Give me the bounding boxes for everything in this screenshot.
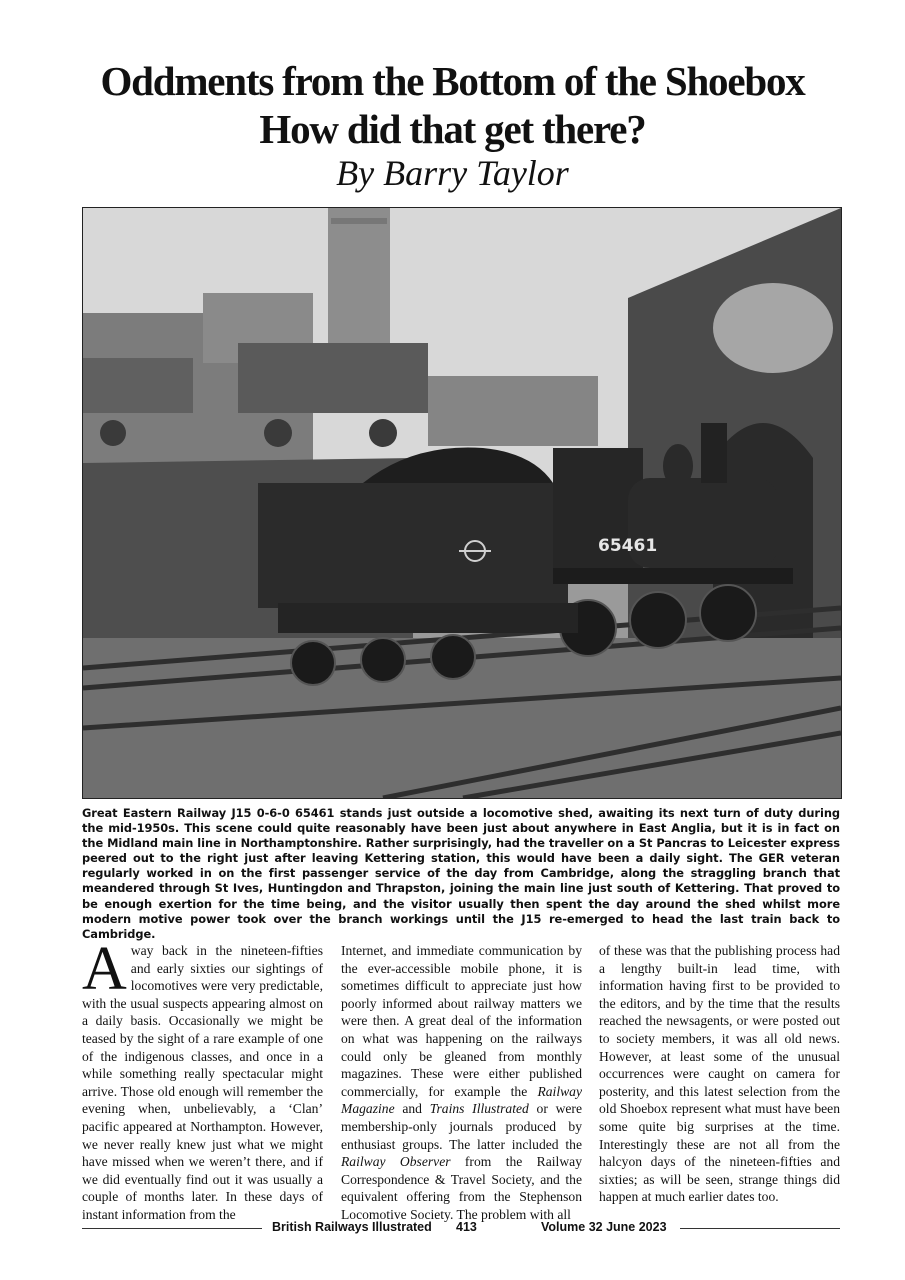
photo-caption: Great Eastern Railway J15 0-6-0 65461 stands just outside a locomotive shed, awaiting its next turn of duty during the mid-1950s. This scene could quite reasonably have been just about anywhere in East Anglia, but it is in fact on the Midland main line in Northamptonshire. Rather surprisingly, had the traveller on a St Pancras to Leicester express peered out to the right just after leaving Kettering station, this would have been a daily sight. The GER veteran regularly worked in on the first passenger service of the day from Cambridge, along the straggling branch that meandered through St Ives, Huntingdon and Thrapston, joining the main line just south of Kettering. That proved to be enough exertion for the time being, and the visitor usually then spent the day around the shed whilst more modern motive power took over the branch workings until the J15 re-emerged to head the last train back to Cambridge. bbox=[82, 806, 840, 941]
railway-observer-title: Railway Observer bbox=[341, 1154, 451, 1170]
footer-rule-left bbox=[82, 1228, 262, 1229]
body-column-2-text-a: Internet, and immediate communication by the ever-accessible mobile phone, it is sometimes difficult to appreciate just how poorly informed about railway matters we were then. A great deal of the information on what was happening on the railways could only be gleaned from monthly magazines. These were either published commercially, for example the bbox=[341, 943, 582, 1099]
photo-chimney bbox=[701, 423, 727, 483]
body-column-2-text-c: or were membership-only journals produced by enthusiast groups. The latter included the bbox=[341, 1101, 582, 1152]
photo-smoke bbox=[713, 283, 833, 373]
locomotive-photo bbox=[82, 207, 842, 799]
title-line-2: How did that get there? bbox=[259, 106, 646, 152]
photo-wagon bbox=[238, 343, 428, 413]
photo-wheel bbox=[291, 641, 335, 685]
body-column-2 bbox=[341, 942, 582, 1224]
trains-illustrated-title: Trains Illustrated bbox=[429, 1101, 529, 1117]
photo-buildings-right bbox=[428, 376, 598, 446]
body-column-2-text-b: and bbox=[394, 1101, 430, 1117]
photo-loco-number: 65461 bbox=[598, 536, 658, 556]
body-column-1-text: way back in the nineteen-fifties and early sixties our sightings of locomotives were very predictable, with the usual suspects appearing almost on a daily basis. Occasionally we might be teased by the sight of a rare example of one of the indigenous classes, and once in a while something really spectacular might arrive. Those old enough will remember the evening when, unbelievably, a ‘Clan’ pacific appeared at Northampton. However, we never really knew just what we might have missed when we weren’t there, and if we did eventually find out it was usually a couple of months later. In these days of instant information from the bbox=[82, 943, 323, 1222]
footer-volume: Volume 32 June 2023 bbox=[541, 1220, 667, 1234]
footer-page-number: 413 bbox=[456, 1220, 477, 1234]
body-column-3: of these was that the publishing process had a lengthy built-in lead time, with information having first to be provided to the editors, and by the time that the results reached the newsagents, or were posted out to society members, it was all old news. However, at least some of the unusual occurrences were caught on camera for posterity, and this latest selection from the old Shoebox represent what must have been some quite big surprises at the time. Interestingly these are not all from the halcyon days of the nineteen-fifties and sixties; as will be seen, strange things did happen at much earlier dates too. bbox=[599, 943, 840, 1205]
body-column-1 bbox=[82, 935, 323, 1224]
footer-rule-right bbox=[680, 1228, 840, 1229]
body-column-2-text-d: from the Railway Correspondence & Travel Society, and the equivalent offering from the Stephenson Locomotive Society. The problem with all bbox=[341, 1154, 582, 1222]
railway-magazine-title: Railway Magazine bbox=[341, 1083, 582, 1117]
byline: By Barry Taylor bbox=[336, 153, 569, 193]
photo-tender bbox=[258, 483, 568, 608]
title-line-1: Oddments from the Bottom of the Shoebox bbox=[100, 58, 805, 104]
photo-water-tower bbox=[328, 208, 390, 358]
drop-cap: A bbox=[82, 935, 127, 1003]
page-footer bbox=[82, 1219, 840, 1239]
footer-publication: British Railways Illustrated bbox=[272, 1220, 432, 1234]
